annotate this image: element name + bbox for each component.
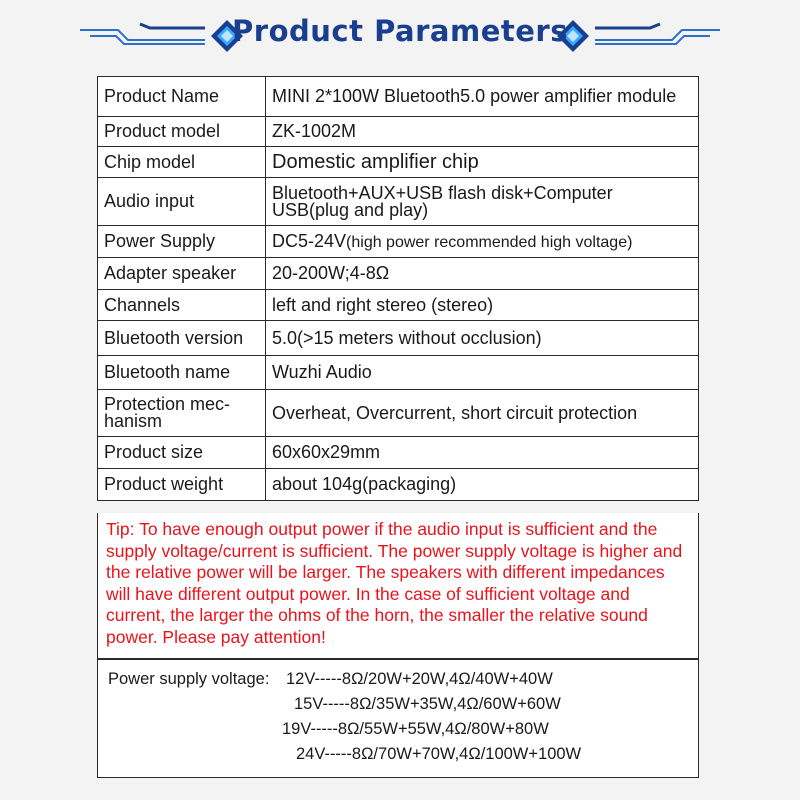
table-row [98,226,699,258]
tip-text: Tip: To have enough output power if the audio input is sufficient and the supply voltage/current is sufficient. The power supply voltage is higher and the relative power will be larger. The speakers with different impedances will have different output power. In the case of sufficient voltage and current, the larger the ohms of the horn, the smaller the relative sound power. Please pay attention! [97,513,699,659]
param-value [266,226,699,258]
power-supply-box [97,659,699,778]
param-key-line1: Protection mec- [104,394,231,414]
param-value: Wuzhi Audio [266,356,699,390]
param-key: Bluetooth version [98,321,266,356]
param-key: Product size [98,437,266,469]
table-row [98,147,699,178]
param-value: 5.0(>15 meters without occlusion) [266,321,699,356]
header-banner [0,0,800,64]
param-key: Product model [98,117,266,147]
param-value-main: DC5-24V [272,230,347,251]
power-supply-line: 24V-----8Ω/70W+70W,4Ω/100W+100W [296,745,582,763]
param-key: Channels [98,290,266,321]
parameters-table [97,76,699,501]
table-row [98,117,699,147]
power-supply-label: Power supply voltage: [108,670,270,688]
param-key: Bluetooth name [98,356,266,390]
param-value: MINI 2*100W Bluetooth5.0 power amplifier module [266,77,699,117]
power-supply-line: 19V-----8Ω/55W+55W,4Ω/80W+80W [282,720,549,738]
param-key [98,390,266,437]
param-key: Product Name [98,77,266,117]
power-supply-line: 12V-----8Ω/20W+20W,4Ω/40W+40W [286,670,553,688]
table-row [98,437,699,469]
param-key: Product weight [98,469,266,501]
table-row [98,356,699,390]
table-row [98,258,699,290]
param-value: Domestic amplifier chip [266,147,699,178]
param-key: Audio input [98,178,266,226]
power-supply-line: 15V-----8Ω/35W+35W,4Ω/60W+60W [294,695,561,713]
param-value: ZK-1002M [266,117,699,147]
table-row [98,390,699,437]
table-row [98,321,699,356]
param-value: 20-200W;4-8Ω [266,258,699,290]
param-value: 60x60x29mm [266,437,699,469]
param-value-note: (high power recommended high voltage) [346,233,633,251]
table-row [98,469,699,501]
param-value: about 104g(packaging) [266,469,699,501]
table-row [98,290,699,321]
param-value: Bluetooth+AUX+USB flash disk+Computer USB(plug and play) [266,178,699,226]
param-key: Adapter speaker [98,258,266,290]
param-key: Chip model [98,147,266,178]
table-row [98,178,699,226]
param-key-line2: hanism [104,411,163,431]
param-value: Overheat, Overcurrent, short circuit protection [266,390,699,437]
table-row [98,77,699,117]
param-value: left and right stereo (stereo) [266,290,699,321]
param-key: Power Supply [98,226,266,258]
page-title: Product Parameters [232,14,568,48]
